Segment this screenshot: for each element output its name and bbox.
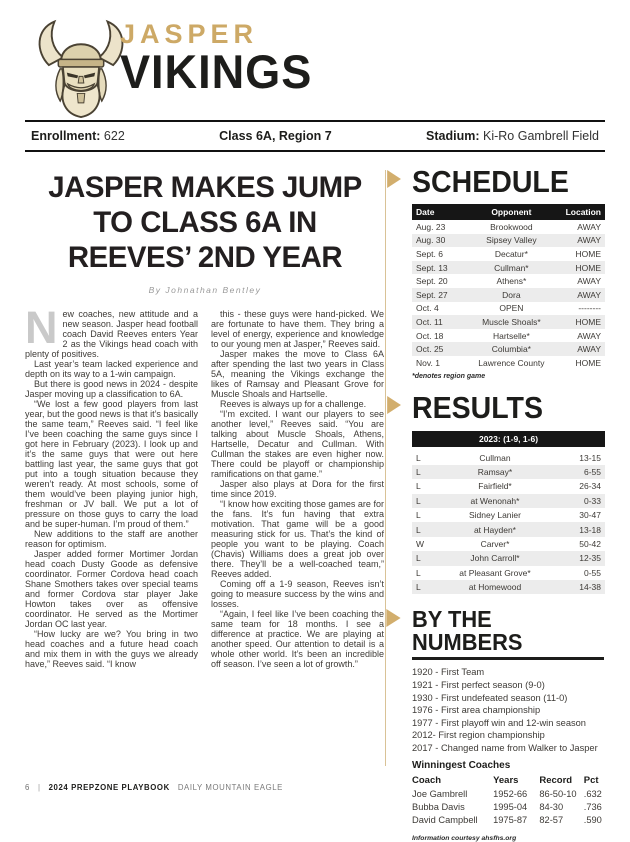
- table-cell: AWAY: [557, 234, 605, 248]
- table-cell: 6-55: [553, 465, 605, 479]
- table-row: [412, 220, 605, 234]
- table-cell: Aug. 30: [412, 234, 466, 248]
- table-row: [412, 315, 605, 329]
- article-paragraph: Jasper makes the move to Class 6A after spending the last two years in Class 5A, meaning the Vikings exchange the likes of Ramsay and Pleasant Grove for Muscle Shoals and Hartselle.: [211, 349, 384, 400]
- milestone-item: 2012- First region championship: [412, 730, 545, 741]
- milestone-item: 2017 - Changed name from Walker to Jasper: [412, 743, 598, 754]
- table-cell: Cullman*: [466, 261, 557, 275]
- table-cell: Sipsey Valley: [466, 234, 557, 248]
- article-paragraph: Coming off a 1-9 season, Reeves isn’t going to measure success by the wins and losses.: [211, 579, 384, 610]
- article-paragraph: “I’m excited. I want our players to see another level,” Reeves said. “You are talking about Muscle Shoals, Athens, Hartselle, Decatur and Cullman. With Cullman the stakes are even higher now. There could be playoff or championship ramifications on that game.”: [211, 409, 384, 480]
- table-cell: HOME: [557, 261, 605, 275]
- table-cell: Oct. 25: [412, 342, 466, 356]
- table-cell: HOME: [575, 248, 601, 259]
- enrollment-label: Enrollment:: [31, 129, 101, 143]
- winningest-coaches-title: Winningest Coaches: [412, 760, 511, 772]
- table-cell: L: [416, 510, 421, 521]
- article-paragraph: “How lucky are we? You bring in two head coaches and a future head coach and mix them in with the guys we already have,” Reeves said. “I know: [25, 629, 198, 670]
- table-row: [412, 274, 605, 288]
- table-cell: Oct. 18: [416, 330, 444, 341]
- table-cell: L: [416, 567, 421, 578]
- page-footer: [25, 783, 283, 792]
- coaches-col-coach: Coach: [412, 774, 442, 786]
- headline-line: TO CLASS 6A IN: [93, 206, 317, 240]
- enrollment-value: 622: [100, 129, 125, 143]
- table-cell: 14-38: [553, 580, 605, 594]
- table-cell: 13-18: [553, 522, 605, 536]
- table-cell: L: [412, 465, 437, 479]
- gold-divider-line: [385, 170, 386, 766]
- schedule-heading-text: SCHEDULE: [412, 164, 569, 199]
- article-paragraph: But there is good news in 2024 - despite Jasper moving up a classification to 6A.: [25, 379, 198, 400]
- table-cell: Sidney Lanier: [468, 510, 521, 521]
- article-byline: By Johnathan Bentley: [148, 285, 262, 296]
- table-row: [412, 261, 605, 275]
- results-table-body: [412, 451, 605, 595]
- table-cell: Muscle Shoals*: [466, 315, 557, 329]
- table-row: [412, 288, 605, 302]
- table-cell: Cullman: [479, 452, 511, 463]
- headline-line: JASPER MAKES JUMP: [48, 171, 362, 204]
- table-cell: AWAY: [577, 276, 601, 287]
- article-paragraph: New additions to the staff are another reason for optimism.: [25, 529, 198, 550]
- section-arrow-icon: [387, 170, 401, 188]
- table-cell: .632: [583, 788, 602, 799]
- table-cell: OPEN: [499, 303, 524, 314]
- table-row: [412, 479, 605, 493]
- table-row: [412, 566, 605, 580]
- table-cell: AWAY: [557, 288, 605, 302]
- table-cell: L: [412, 580, 437, 594]
- article-columns: [25, 302, 385, 670]
- stadium-value: Ki-Ro Gambrell Field: [479, 129, 599, 143]
- table-cell: at Wenonah*: [437, 494, 553, 508]
- by-the-numbers-heading: [412, 608, 595, 654]
- coaches-header-row: [412, 773, 605, 787]
- results-table: [412, 451, 605, 595]
- article-headline: [34, 170, 375, 275]
- table-cell: 1952-66: [493, 788, 528, 799]
- table-cell: at Hayden*: [437, 522, 553, 536]
- table-cell: 12-35: [553, 551, 605, 565]
- table-row: [412, 234, 605, 248]
- results-heading-text: RESULTS: [412, 389, 543, 425]
- article-paragraph: New coaches, new attitude and a new season. Jasper head football coach David Reeves enters Year 2 as the Vikings head coach with plenty of positives.: [25, 302, 198, 360]
- coaches-col-years: Years: [493, 774, 519, 786]
- table-cell: .590: [583, 814, 602, 825]
- table-cell: Carver*: [480, 538, 510, 549]
- table-cell: at Pleasant Grove*: [459, 567, 531, 578]
- article-paragraph: Jasper also plays at Dora for the first time since 2019.: [211, 479, 384, 500]
- table-cell: HOME: [575, 357, 601, 368]
- article-paragraph: “I know how exciting those games are for the fans. It’s fun having that extra motivation. That game will be a good measuring stick for us. That’s the kind of people you want to be playing. Coach (Chavis) Williams does a great job over there. They’ll be a well-coached team,” Reeves added.: [211, 499, 384, 580]
- team-city: JASPER: [120, 19, 259, 49]
- table-cell: AWAY: [577, 330, 601, 341]
- table-row: [412, 465, 605, 479]
- table-cell: --------: [578, 303, 601, 314]
- table-row: [412, 247, 605, 261]
- coaches-col-record: Record: [539, 774, 573, 786]
- milestone-item: 1976 - First area championship: [412, 705, 541, 716]
- table-cell: HOME: [557, 315, 605, 329]
- table-cell: Sept. 20: [416, 276, 448, 287]
- article-paragraph: Jasper added former Mortimer Jordan head coach Dusty Goode as defensive coordinator. Former Cordova head coach Shane Smothers takes over special teams and former Cordova star player Jake Howton takes over as offensive coordinator. He served as the Mortimer Jordan OC last year.: [25, 549, 198, 630]
- table-cell: Fairfield*: [478, 481, 512, 492]
- table-cell: Sept. 13: [412, 261, 466, 275]
- footer-separator: |: [37, 783, 41, 792]
- table-cell: John Carroll*: [437, 551, 553, 565]
- drop-cap: N: [25, 302, 58, 354]
- enrollment-info: [31, 129, 125, 143]
- milestone-item: 1977 - First playoff win and 12-win season: [412, 717, 586, 728]
- coaches-table-head: [412, 773, 605, 787]
- table-cell: 0-55: [583, 567, 601, 578]
- schedule-col-opponent: Opponent: [466, 204, 557, 220]
- stadium-info: [426, 129, 599, 143]
- article-paragraph: “Again, I feel like I’ve been coaching the same team for 18 months. I see a difference at practice. We are playing at another speed. Our attention to detail is a whole other world. It’s been an incredible off season. I’ve seen a lot of growth.”: [211, 609, 384, 670]
- table-row: [412, 800, 605, 813]
- viking-mascot-logo: [30, 14, 132, 118]
- table-cell: 86-50-10: [539, 788, 577, 799]
- table-cell: L: [412, 551, 437, 565]
- table-row: [412, 342, 605, 356]
- heading-underline: [412, 657, 604, 660]
- stats-sidebar: [385, 166, 605, 842]
- table-cell: 82-57: [539, 814, 564, 825]
- schedule-table-head: [412, 204, 605, 220]
- table-cell: Aug. 23: [416, 221, 446, 232]
- school-info-bar: [25, 120, 605, 152]
- article-paragraph: Reeves is always up for a challenge.: [220, 399, 367, 410]
- table-cell: 30-47: [579, 510, 601, 521]
- class-region-info: [219, 129, 332, 143]
- coaches-table: [412, 773, 605, 826]
- headline-line: REEVES’ 2ND YEAR: [67, 241, 343, 275]
- milestone-item: 1921 - First perfect season (9-0): [412, 679, 545, 690]
- table-row: [412, 522, 605, 536]
- table-cell: Decatur*: [494, 248, 528, 259]
- table-cell: Joe Gambrell: [412, 788, 468, 799]
- article-paragraph: “We lost a few good players from last year, but the good news is that it’s basically the same team,” Reeves said. “I feel like I’ve been coaching the same guys since I got here in February (2023). I look up and it’s the same guys that were out here battling last year, the same guys that got put into a tough situation because they weren’t ready. At most schools, some of them would’ve been playing junior high, freshman or JV ball. We put a lot of pressure on those guys to carry the load and be super-human. I’m proud of them.”: [25, 399, 198, 530]
- table-row: [412, 580, 605, 594]
- table-cell: 1995-04: [493, 801, 528, 812]
- article-paragraph: this - these guys were hand-picked. We are fortunate to have them. They bring a level of energy, experience and knowledge to our young men at Jasper,” Reeves said.: [211, 309, 384, 350]
- table-cell: Dora: [466, 288, 557, 302]
- table-cell: 0-33: [553, 494, 605, 508]
- coaches-col-pct: Pct: [583, 774, 599, 786]
- table-cell: 26-34: [579, 481, 601, 492]
- schedule-table: [412, 204, 605, 370]
- table-cell: .736: [583, 801, 602, 812]
- schedule-col-location: Location: [557, 204, 605, 220]
- publication-name: 2024 PREPZONE PLAYBOOK: [48, 783, 170, 792]
- table-cell: AWAY: [557, 342, 605, 356]
- section-arrow-icon: [387, 396, 401, 414]
- section-arrow-icon: [386, 609, 400, 627]
- table-row: [412, 302, 605, 316]
- table-cell: 84-30: [539, 801, 564, 812]
- source-name: DAILY MOUNTAIN EAGLE: [177, 783, 283, 792]
- schedule-heading: [412, 166, 590, 197]
- table-cell: 1975-87: [493, 814, 528, 825]
- table-cell: L: [412, 522, 437, 536]
- results-heading: [412, 389, 590, 425]
- table-cell: W: [416, 538, 425, 549]
- table-row: [412, 451, 605, 465]
- by-the-numbers-heading-text: BY THE NUMBERS: [412, 606, 523, 656]
- milestone-item: 1930 - First undefeated season (11-0): [412, 692, 568, 703]
- feature-article: [25, 166, 385, 842]
- table-cell: L: [416, 452, 421, 463]
- table-row: [412, 329, 605, 343]
- schedule-footnote: *denotes region game: [412, 372, 486, 380]
- team-name: VIKINGS: [120, 45, 313, 99]
- table-row: [412, 813, 605, 826]
- table-cell: L: [412, 494, 437, 508]
- article-column-2: [211, 309, 384, 669]
- table-cell: 13-15: [579, 452, 601, 463]
- schedule-col-date: Date: [412, 204, 466, 220]
- coaches-table-body: [412, 787, 605, 826]
- table-row: [412, 356, 605, 370]
- table-cell: Ramsay*: [437, 465, 553, 479]
- main-content: [0, 152, 630, 842]
- article-paragraph: Last year’s team lacked experience and depth on its way to a 1-win campaign.: [25, 359, 198, 380]
- table-cell: L: [416, 481, 421, 492]
- schedule-header-row: [412, 204, 605, 220]
- team-names: [120, 14, 320, 99]
- table-cell: Oct. 11: [412, 315, 466, 329]
- team-header: [0, 0, 630, 112]
- table-cell: Bubba Davis: [412, 801, 465, 812]
- article-column-1: [25, 302, 198, 670]
- milestones-list: [412, 667, 605, 753]
- table-row: [412, 508, 605, 522]
- table-row: [412, 537, 605, 551]
- table-cell: Hartselle*: [492, 330, 530, 341]
- table-cell: AWAY: [577, 221, 601, 232]
- table-cell: Sept. 6: [416, 248, 443, 259]
- table-row: [412, 494, 605, 508]
- table-cell: at Homewood: [437, 580, 553, 594]
- table-cell: Athens*: [496, 276, 527, 287]
- table-cell: Nov. 1: [416, 357, 440, 368]
- table-row: [412, 551, 605, 565]
- table-cell: Columbia*: [466, 342, 557, 356]
- page-number: 6: [25, 783, 30, 792]
- table-cell: David Campbell: [412, 814, 478, 825]
- table-cell: Sept. 27: [412, 288, 466, 302]
- stadium-label: Stadium:: [426, 129, 480, 143]
- table-row: [412, 787, 605, 800]
- milestone-item: 1920 - First Team: [412, 667, 485, 678]
- table-cell: 50-42: [579, 538, 601, 549]
- table-cell: Oct. 4: [416, 303, 439, 314]
- table-cell: Brookwood: [490, 221, 533, 232]
- class-region-label: Class 6A, Region 7: [219, 129, 332, 143]
- information-credit: Information courtesy ahsfhs.org: [412, 835, 517, 842]
- schedule-table-body: [412, 220, 605, 370]
- table-cell: Lawrence County: [478, 357, 545, 368]
- results-season-header: 2023: (1-9, 1-6): [412, 431, 605, 447]
